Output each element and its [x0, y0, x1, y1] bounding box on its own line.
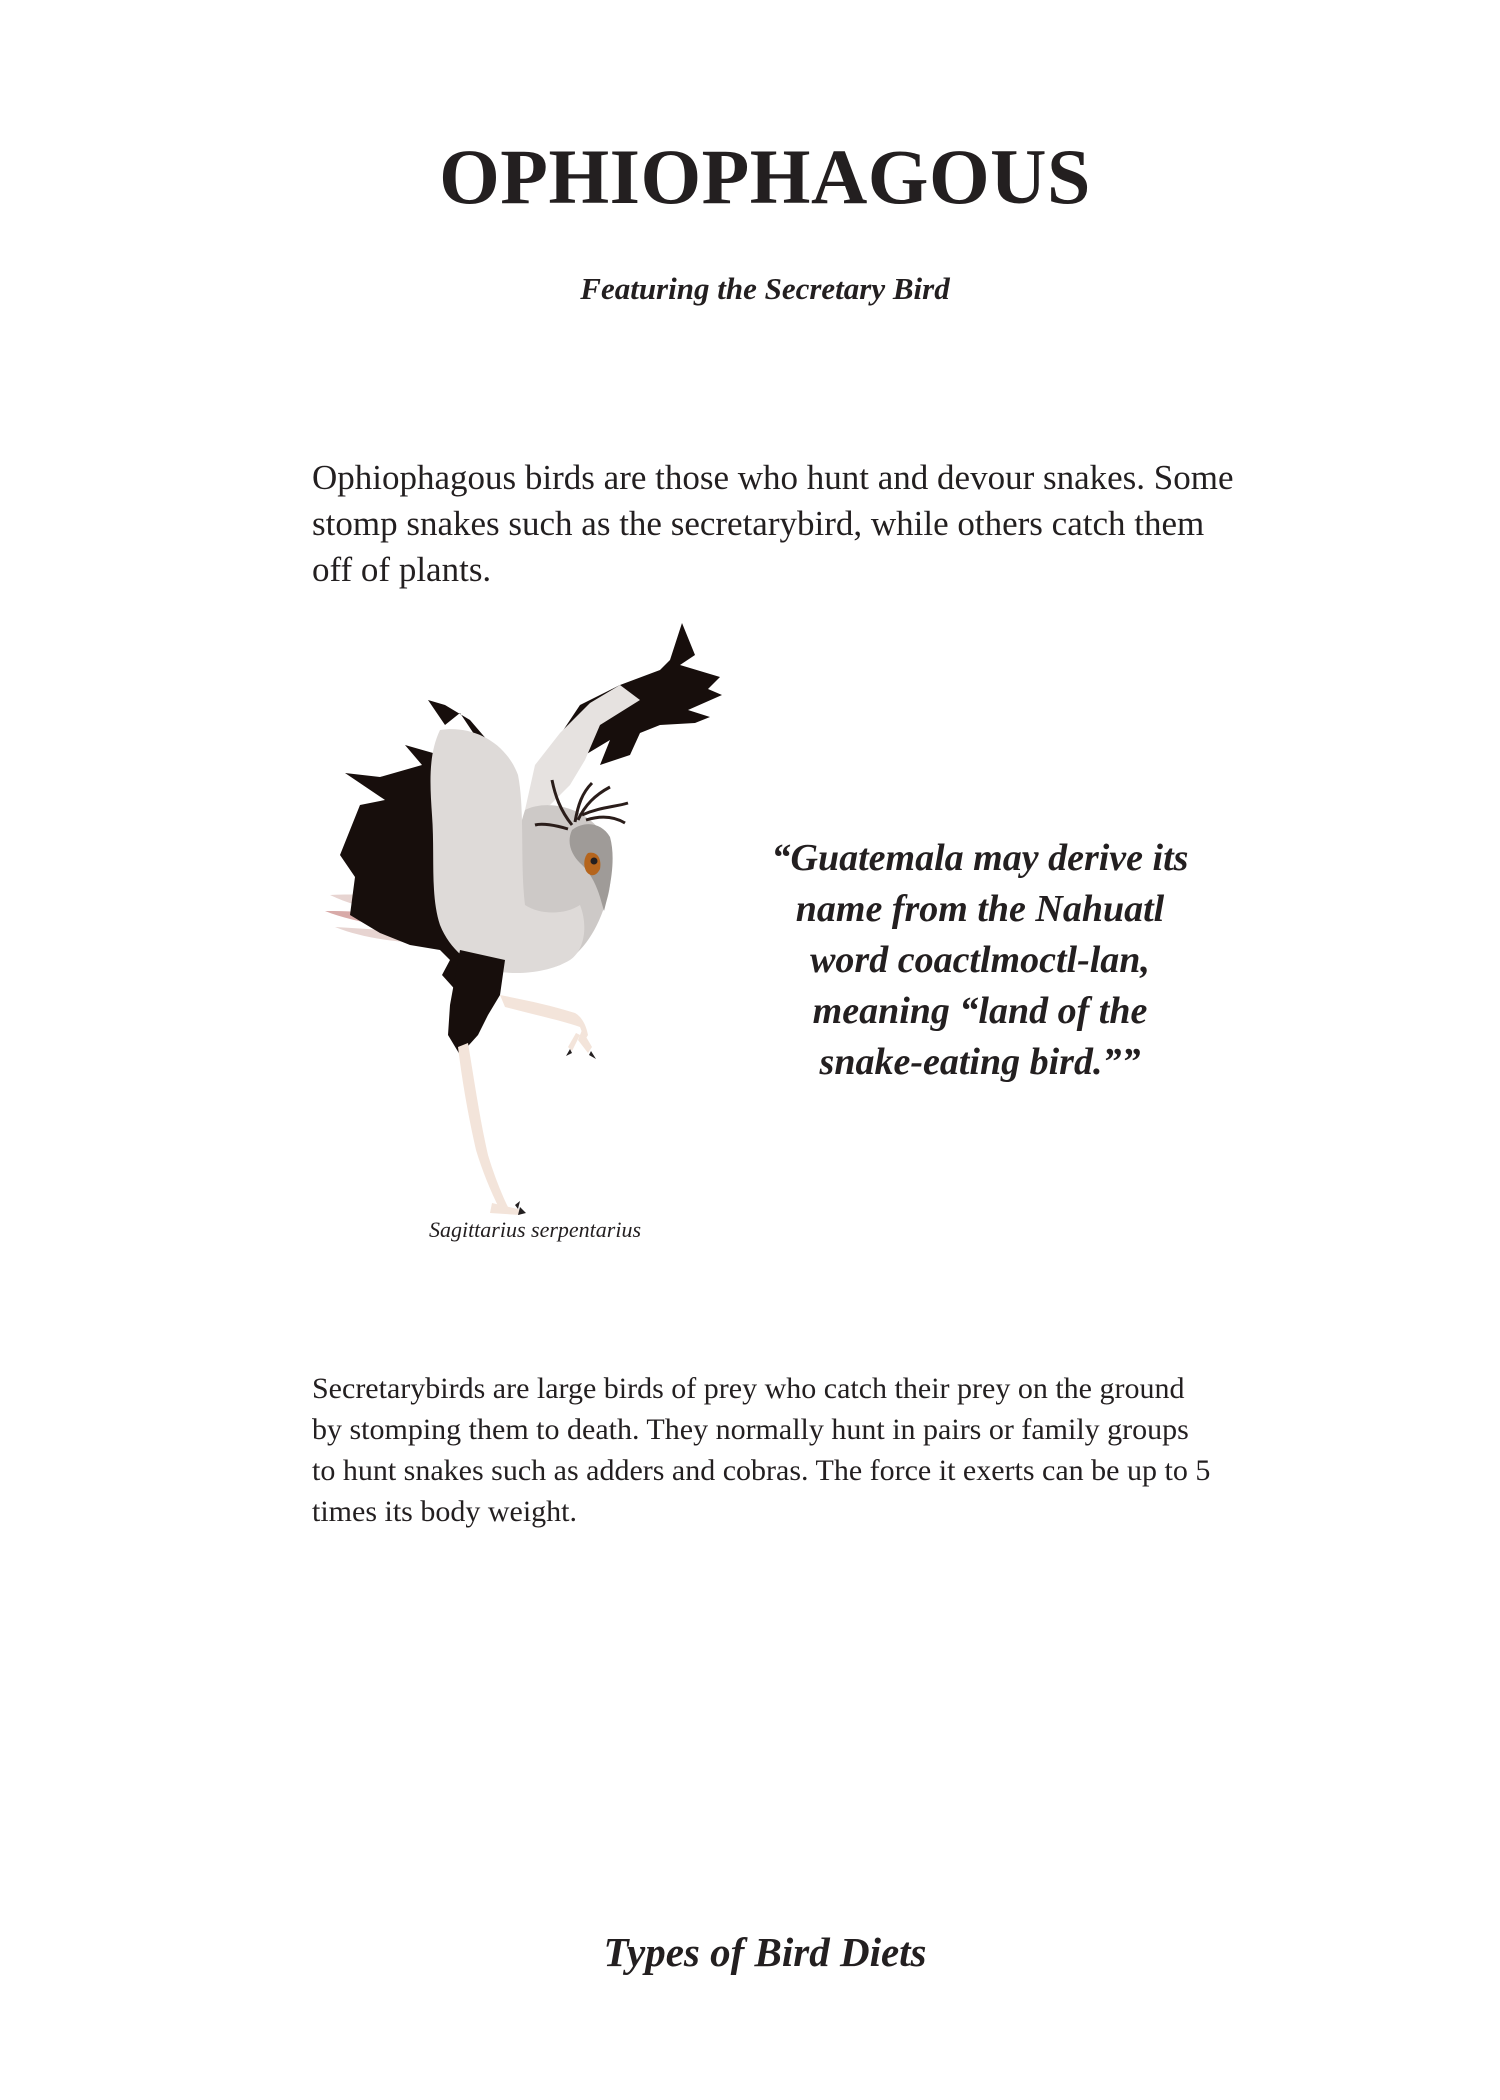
secretary-bird-illustration [310, 615, 770, 1215]
page-title: OPHIOPHAGOUS [439, 133, 1091, 220]
lifted-talons [566, 1049, 596, 1059]
eye [591, 858, 598, 865]
intro-paragraph: Ophiophagous birds are those who hunt and devour snakes. Some stomp snakes such as the secretarybird, while others catch them off of plants. [312, 458, 1234, 589]
lifted-foot [568, 1030, 592, 1053]
pull-quote: “Guatemala may derive its name from the Nahuatl word coactlmoctl-lan, meaning “land of the snake-eating bird.”” [771, 837, 1189, 1083]
page-footer: Types of Bird Diets [603, 1929, 927, 1975]
secretary-bird-figure [310, 615, 770, 1242]
page-subtitle: Featuring the Secretary Bird [580, 271, 950, 306]
body-paragraph: Secretarybirds are large birds of prey who catch their prey on the ground by stomping them to death. They normally hunt in pairs or family groups to hunt snakes such as adders and cobras. The force it exerts can be up to 5 times its body weight. [312, 1372, 1211, 1528]
lifted-leg [500, 995, 588, 1040]
standing-leg [458, 1043, 508, 1210]
species-caption: Sagittarius serpentarius [428, 1217, 642, 1242]
